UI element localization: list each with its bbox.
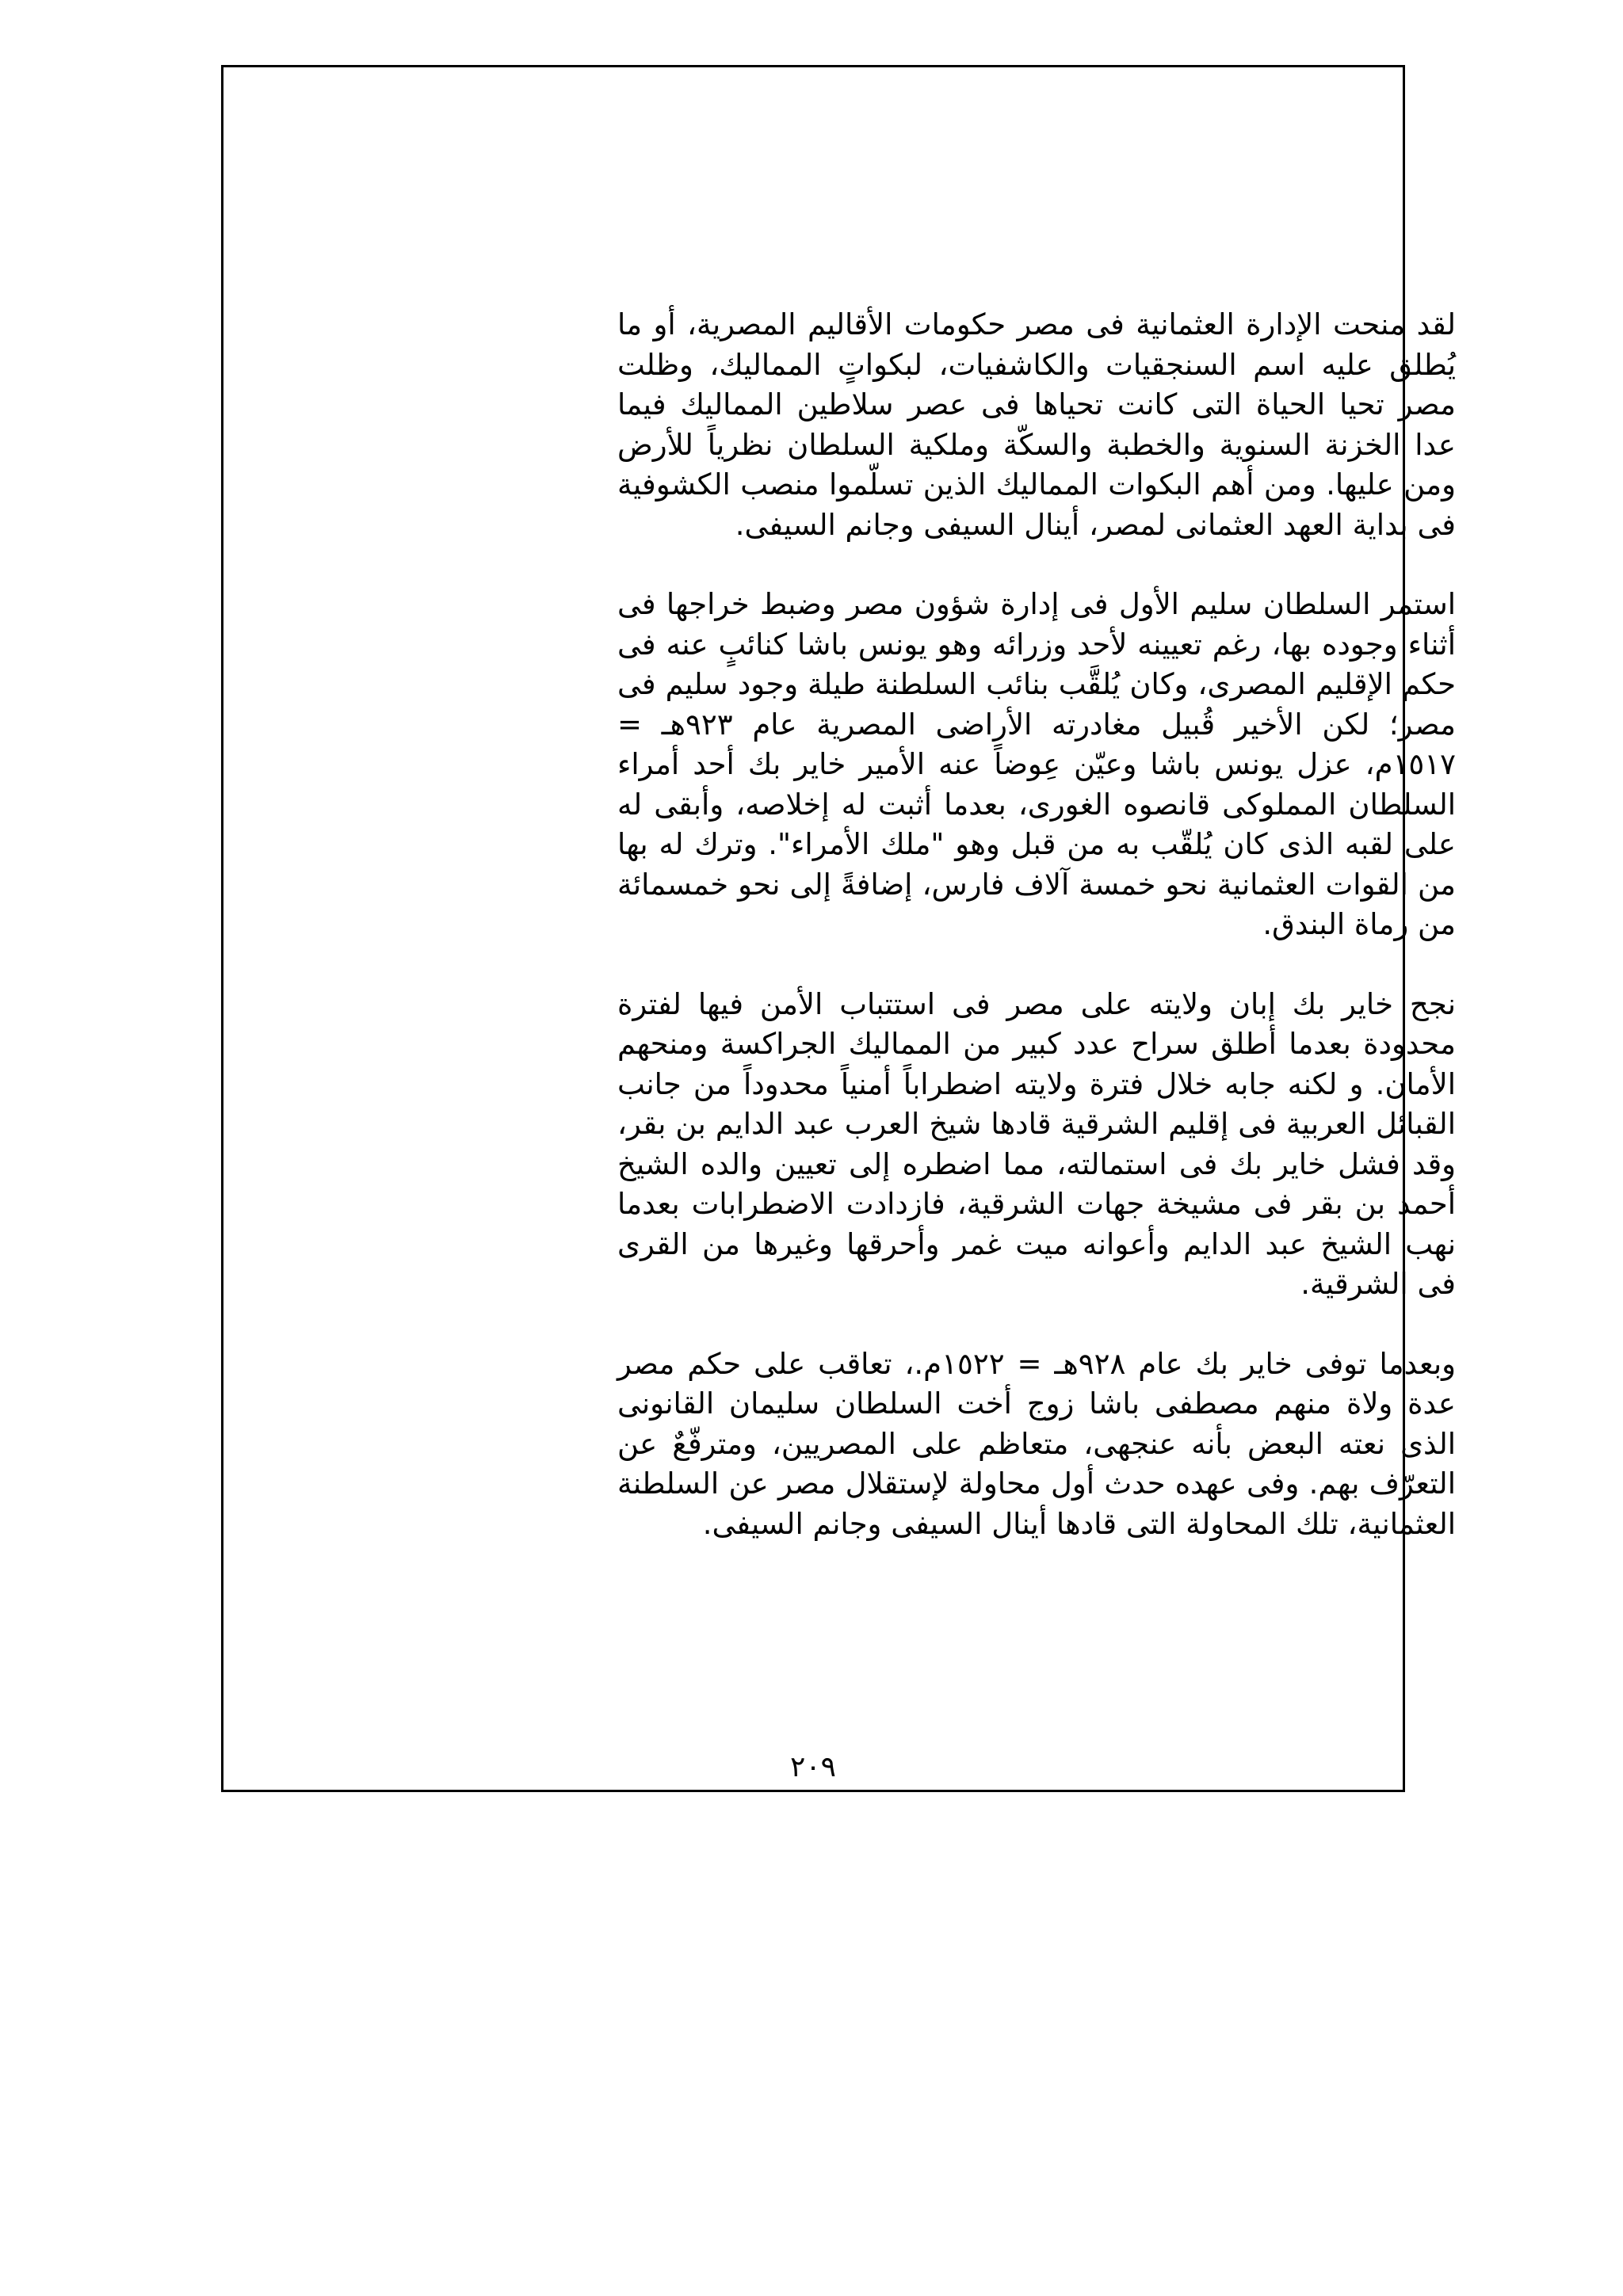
- paragraph-2: استمر السلطان سليم الأول فى إدارة شؤون مصر وضبط خراجها فى أثناء وجوده بها، رغم تعيينه لأحد وزرائه وهو يونس باشا كنائبٍ عنه فى حكم الإقليم المصرى، وكان يُلقَّب بنائب السلطنة طيلة وجود سليم فى مصر؛ لكن الأخير قُبيل مغادرته الأراضى المصرية عام ٩٢٣هـ = ١٥١٧م، عزل يونس باشا وعيّن عِوضاً عنه الأمير خاير بك أحد أمراء السلطان المملوكى قانصوه الغورى، بعدما أثبت له إخلاصه، وأبقى له على لقبه الذى كان يُلقّب به من قبل وهو "ملك الأمراء". وترك له بها من القوات العثمانية نحو خمسة آلاف فارس، إضافةً إلى نحو خمسمائة من رماة البندق.: [617, 587, 1456, 941]
- page-number: ٢٠٩: [789, 1751, 836, 1783]
- paragraph-1: لقد منحت الإدارة العثمانية فى مصر حكومات الأقاليم المصرية، أو ما يُطلق عليه اسم السنجقيات والكاشفيات، لبكواتٍ المماليك، وظلت مصر تحيا الحياة التى كانت تحياها فى عصر سلاطين المماليك فيما عدا الخزنة السنوية والخطبة والسكّة وملكية السلطان نظرياً للأرض ومن عليها. ومن أهم البكوات المماليك الذين تسلّموا منصب الكشوفية فى بداية العهد العثمانى لمصر، أينال السيفى وجانم السيفى.: [617, 307, 1456, 542]
- paragraph-4: وبعدما توفى خاير بك عام ٩٢٨هـ = ١٥٢٢م.، تعاقب على حكم مصر عدة ولاة منهم مصطفى باشا زوج أخت السلطان سليمان القانونى الذى نعته البعض بأنه عنجهى، متعاظم على المصريين، ومترفّعٌ عن التعرّف بهم. وفى عهده حدث أول محاولة لإستقلال مصر عن السلطنة العثمانية، تلك المحاولة التى قادها أينال السيفى وجانم السيفى.: [617, 1346, 1456, 1541]
- page-frame: [221, 65, 1456, 1792]
- text-column: [617, 305, 1456, 1584]
- paragraph-3: نجح خاير بك إبان ولايته على مصر فى استتباب الأمن فيها لفترة محدودة بعدما أطلق سراح عدد كبير من المماليك الجراكسة ومنحهم الأمان. و لكنه جابه خلال فترة ولايته اضطراباً أمنياً محدوداً من جانب القبائل العربية فى إقليم الشرقية قادها شيخ العرب عبد الدايم بن بقر، وقد فشل خاير بك فى استمالته، مما اضطره إلى تعيين والده الشيخ أحمد بن بقر فى مشيخة جهات الشرقية، فازدادت الاضطرابات بعدما نهب الشيخ عبد الدايم وأعوانه ميت غمر وأحرقها وغيرها من القرى فى الشرقية.: [617, 986, 1456, 1301]
